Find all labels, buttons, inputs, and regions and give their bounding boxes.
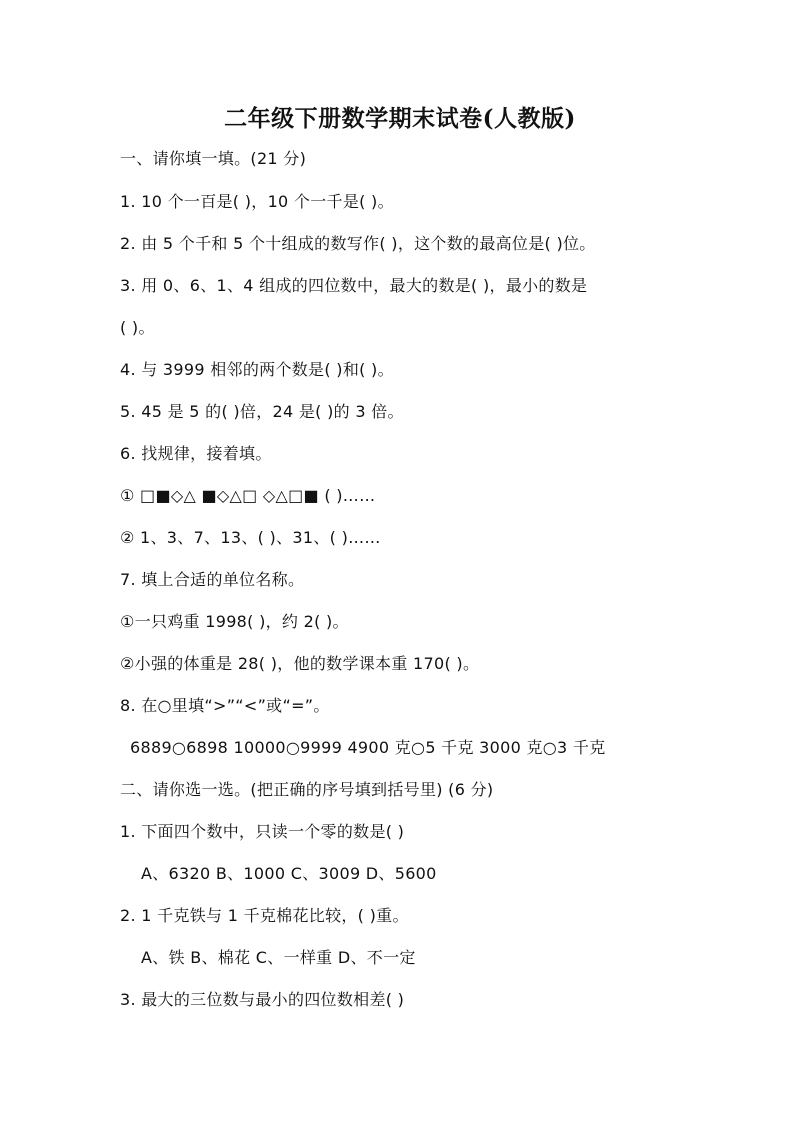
question-6-pattern-1: ① □■◇△ ■◇△□ ◇△□■ ( )…… (120, 486, 376, 505)
question-8-comparisons: 6889○6898 10000○9999 4900 克○5 千克 3000 克○3 千克 (130, 738, 606, 757)
question-1: 1. 10 个一百是( )，10 个一千是( )。 (120, 192, 394, 211)
question-2: 2. 由 5 个千和 5 个十组成的数写作( )，这个数的最高位是( )位。 (120, 234, 596, 253)
question-6-pattern-2: ② 1、3、7、13、( )、31、( )…… (120, 528, 381, 547)
section-one-heading: 一、请你填一填。(21 分) (120, 149, 307, 168)
question-5: 5. 45 是 5 的( )倍，24 是( )的 3 倍。 (120, 402, 404, 421)
exam-title: 二年级下册数学期末试卷(人教版) (224, 105, 576, 132)
choice-question-1-options: A、6320 B、1000 C、3009 D、5600 (141, 864, 437, 883)
question-8: 8. 在○里填“>”“<”或“=”。 (120, 696, 330, 715)
choice-question-2-options: A、铁 B、棉花 C、一样重 D、不一定 (141, 948, 416, 967)
question-3-continued: ( )。 (120, 318, 155, 337)
question-6: 6. 找规律，接着填。 (120, 444, 272, 463)
choice-question-2: 2. 1 千克铁与 1 千克棉花比较，( )重。 (120, 906, 409, 925)
question-7: 7. 填上合适的单位名称。 (120, 570, 305, 589)
question-7-part-1: ①一只鸡重 1998( )，约 2( )。 (120, 612, 349, 631)
question-3: 3. 用 0、6、1、4 组成的四位数中，最大的数是( )，最小的数是 (120, 276, 588, 295)
section-two-heading: 二、请你选一选。(把正确的序号填到括号里) (6 分) (120, 780, 494, 799)
question-7-part-2: ②小强的体重是 28( )，他的数学课本重 170( )。 (120, 654, 480, 673)
choice-question-1: 1. 下面四个数中，只读一个零的数是( ) (120, 822, 405, 841)
choice-question-3: 3. 最大的三位数与最小的四位数相差( ) (120, 990, 405, 1009)
question-4: 4. 与 3999 相邻的两个数是( )和( )。 (120, 360, 394, 379)
